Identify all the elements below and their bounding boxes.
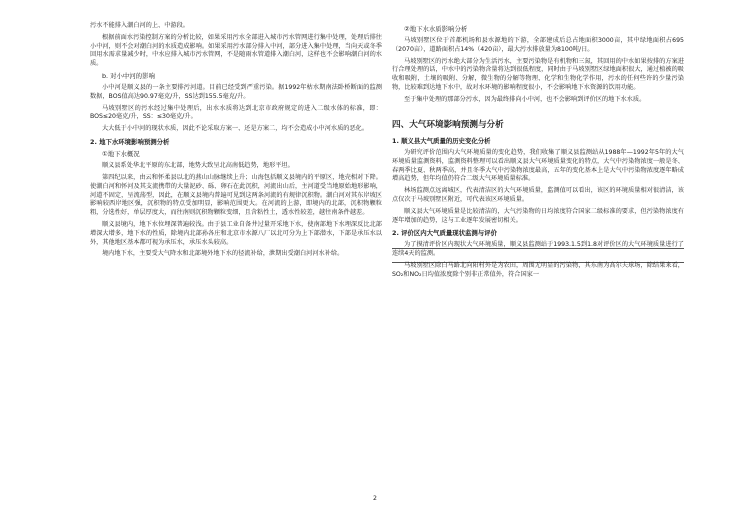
chapter-heading: 四、大气环境影响预测与分析 — [392, 119, 504, 130]
paragraph: 马坡别墅区位于首都机场和县水源地的下游，全部建成后总占地面积3000亩，其中绿地面积占695（2070亩），道路面积占14%（420亩），最大污水排放量为8100吨/日。 — [392, 37, 684, 53]
left-column — [90, 22, 382, 262]
subheading: ②地下水水质影响分析 — [404, 25, 468, 33]
right-column — [392, 22, 684, 283]
page-number: 2 — [373, 495, 377, 502]
section-heading: 1. 顺义县大气质量的历史变化分析 — [392, 136, 491, 145]
paragraph: 为研究评价范围内大气环境质量的变化趋势，我们收集了顺义县监测站从1988年—1992年5年的大气环境质量监测资料，监测资料整理可以看出顺义县大气环境质量变化的特点，大气中污染物浓度一般是冬、春两季比夏、秋两季高，并且冬季大气中污染物浓度最高，五年的变化基本上是大气中污染物浓度逐年略成增高趋势，但年均值仍符合二级大气环境质量标准。 — [392, 148, 684, 183]
subheading: ①地下水概况 — [102, 150, 140, 159]
paragraph: 至于集中处理的那部分污水，因为最终排向小中河，也不会影响到评价区的地下水水质。 — [404, 95, 646, 103]
paragraph: 顺义县系处华北平原的东北部，地势大致呈北高南低趋势，地形平坦。 — [102, 162, 294, 170]
paragraph: 马坡别墅区除白马路北向阳村外是为农田，周围无明显的污染物，其东南为高尔夫球场，除结果来看，SO₂和NO₂日均值浓度除个别非正常值外，符合国家一 — [392, 262, 684, 278]
paragraph: 第四纪以来，由云和怀柔县以北的燕山山脉继续上升；山海包括顺义县境内的平原区，地壳相对下降。使潮白河和怀河及其支流携带的大量泥砂、砾、卵石在此沉积，河流出山后，主河道受当地原始地形影响，河道不固定，呈流荡型，因此，在顺义县境内普遍可见到这两条河流的有规律沉积物。潮白河对其东岸坡区影响较西岸地区强，沉积物的特点受加明显，影响范围更大。在河流的上游，即境内的北部，沉积物颗粒粗，分选性好，单层厚度大，而往南则沉积物颗粒变细，且含粘性土，透水性较差，越往南条件越差。 — [90, 174, 382, 217]
paragraph: 林场监测点远离城区，代表清洁区的大气环境质量，监测值可以看出，该区的环境质量相对很清洁，该点仅次于马坡别墅区附近，可代表该区环境质量。 — [392, 187, 684, 203]
paragraph: 大大低于小中河的现状水质，因此不论采取方案一、还是方案二，均不会造成小中河水质的恶化。 — [102, 125, 369, 133]
paragraph: 顺义县境内，地下水位埋深普遍较浅。由于县工业自备井过量开采地下水，使南部地下水埋深反比北部增深大增多，地下水的性质，除境内北部孙各庄和北京市水源八厂以北可分为上下部潜水，下部是承压水以外，其他地区基本都可视为承压水，承压水头较高。 — [90, 221, 382, 246]
paragraph: 马坡别墅区的污水绝大部分为生活污水，主要污染物是有机物和三氮，其回用的中水如果按排的方案进行合理处理的话，中水中的污染物含量将达到很低程度，同时由于马坡别墅区绿地面积很大，通过植被的吸收和吸附，土壤的吸附、分解，微生物的分解等物理、化学和生物化学作用，污水的任何些许的少量污染物，比较难到达地下水中，故对水环境的影响程度很小，不会影响地下水资源的饮用功能。 — [392, 57, 684, 92]
section-heading: 2. 评价区内大气质量现状监测与评价 — [392, 229, 497, 238]
paragraph: 境内地下水，主要受大气降水和北部境外地下水的径流补给，泄期出受潮白河河水补给。 — [102, 250, 344, 258]
paragraph: 顺义县大气环境质量是比较清洁的，大气污染物的日均浓度符合国家二级标准的要求，但污染物浓度有逐年增加的趋势，这与工业逐年发展密切相关。 — [392, 207, 684, 224]
paragraph: 污水不能排入潮白河的上、中游段。 — [90, 22, 189, 29]
section-heading: 2. 地下水环境影响预测分析 — [90, 138, 170, 147]
paragraph: 根据前面水污染控制方案的分析比较，如果采用污水全部进入城市污水管网进行集中处理，处理后排往小中河，则不会对潮白河的水质造成影响。如果采用污水部分排入中河，部分进入集中处理，当向天或冬季回用水需求量减少时，中水应排入城市污水管网，不是随雨水管道排入潮白河，这样也不会影响潮白河的水质。 — [90, 33, 382, 68]
paragraph: 小中河是顺义县的一条主要排污河道。目前已经受到严重污染。据1992年枯水期南法卧桥断面的监测数据，BOS值高达90.97毫克/升，SS达到155.5毫克/升。 — [90, 84, 382, 100]
subheading: b. 对小中河的影响 — [102, 71, 155, 80]
paragraph: 为了摸清评价区内现状大气环境质量，顺义县监测站于1993.1.5到1.8对评价区的大气环境质量进行了连续4天的监测。 — [392, 241, 684, 258]
paragraph: 马坡别墅区的污水经过集中处理后，出水水质将达到北京市政府规定的进入二级水体的标准，即：BOS≤20毫克/升，SS：≤30毫克/升。 — [90, 104, 382, 121]
